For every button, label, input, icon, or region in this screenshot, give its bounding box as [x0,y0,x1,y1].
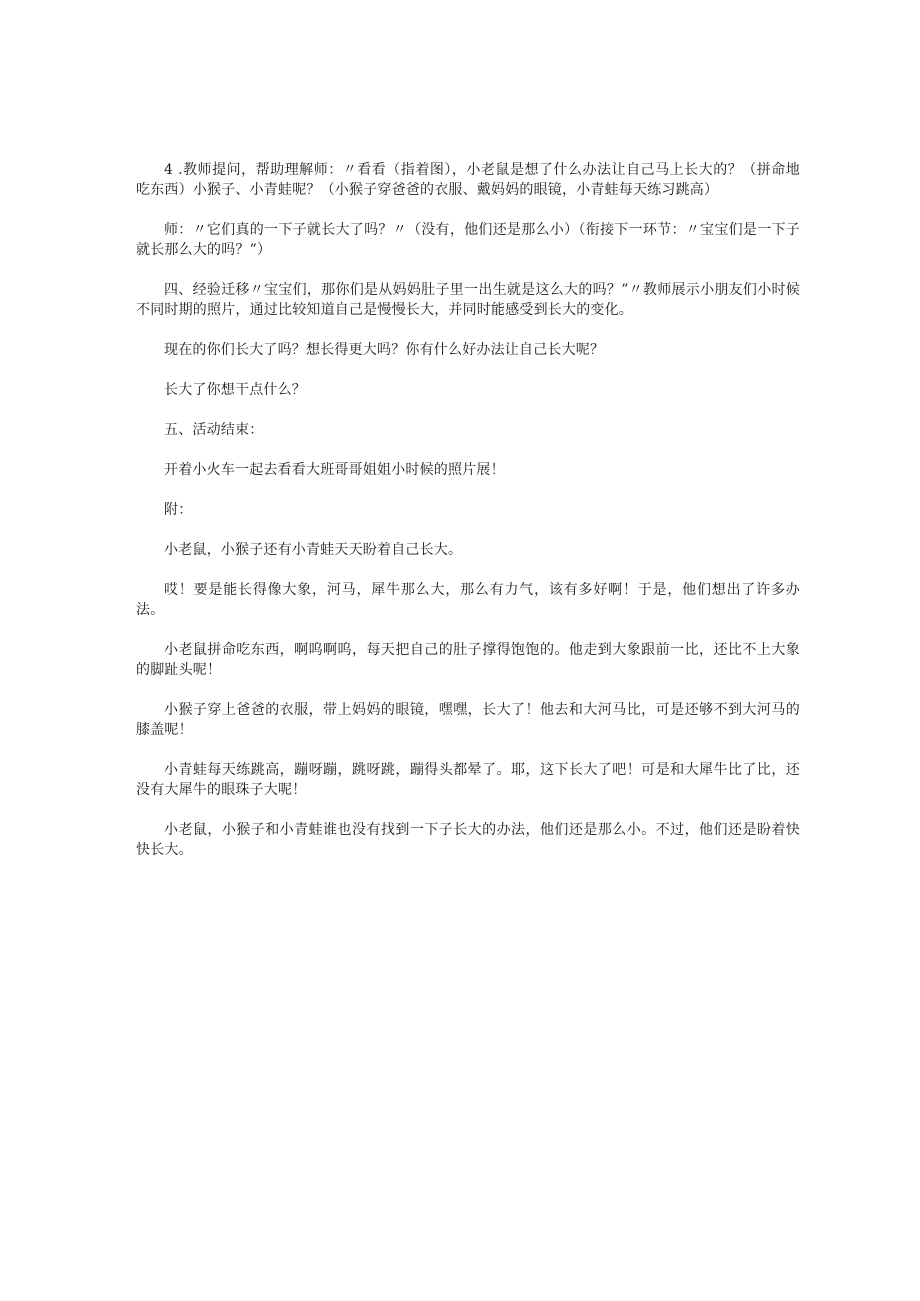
paragraph-story-wish: 哎！要是能长得像大象，河马，犀牛那么大，那么有力气，该有多好啊！于是，他们想出了许多办法。 [136,582,800,618]
paragraph-experience-transfer: 四、经验迁移〃宝宝们，那你们是从妈妈肚子里一出生就是这么大的吗？”〃教师展示小朋友们小时候不同时期的照片，通过比较知道自己是慢慢长大，并同时能感受到长大的变化。 [136,282,800,318]
document-body [136,160,800,860]
paragraph-story-monkey: 小猴子穿上爸爸的衣服，带上妈妈的眼镜，嘿嘿，长大了！他去和大河马比，可是还够不到大河马的膝盖呢！ [136,702,800,738]
paragraph-photo-exhibit: 开着小火车一起去看看大班哥哥姐姐小时候的照片展！ [164,462,505,478]
paragraph-appendix-label: 附： [164,502,193,518]
paragraph-growing-question: 现在的你们长大了吗？想长得更大吗？你有什么好办法让自己长大呢？ [164,342,605,358]
paragraph-story-frog: 小青蛙每天练跳高，蹦呀蹦，跳呀跳，蹦得头都晕了。耶，这下长大了吧！可是和大犀牛比了比，还没有大犀牛的眼珠子大呢！ [136,762,800,798]
paragraph-activity-end-heading: 五、活动结束： [164,422,264,438]
paragraph-teacher-followup: 师：〃它们真的一下子就长大了吗？〃（没有，他们还是那么小）（衔接下一环节：〃宝宝们是一下子就长那么大的吗？”） [136,222,800,258]
paragraph-story-intro: 小老鼠，小猴子还有小青蛙天天盼着自己长大。 [164,542,463,558]
paragraph-story-mouse: 小老鼠拼命吃东西，啊呜啊呜，每天把自己的肚子撑得饱饱的。他走到大象跟前一比，还比不上大象的脚趾头呢！ [136,642,800,678]
paragraph-story-ending: 小老鼠，小猴子和小青蛙谁也没有找到一下子长大的办法，他们还是那么小。不过，他们还是盼着快快长大。 [136,822,800,858]
paragraph-what-to-do: 长大了你想干点什么？ [164,382,306,398]
paragraph-teacher-question: 4 .教师提问，帮助理解师：〃看看（指着图），小老鼠是想了什么办法让自己马上长大的？（拼命地吃东西）小猴子、小青蛙呢？（小猴子穿爸爸的衣服、戴妈妈的眼镜，小青蛙每天练习跳高） [136,162,800,198]
